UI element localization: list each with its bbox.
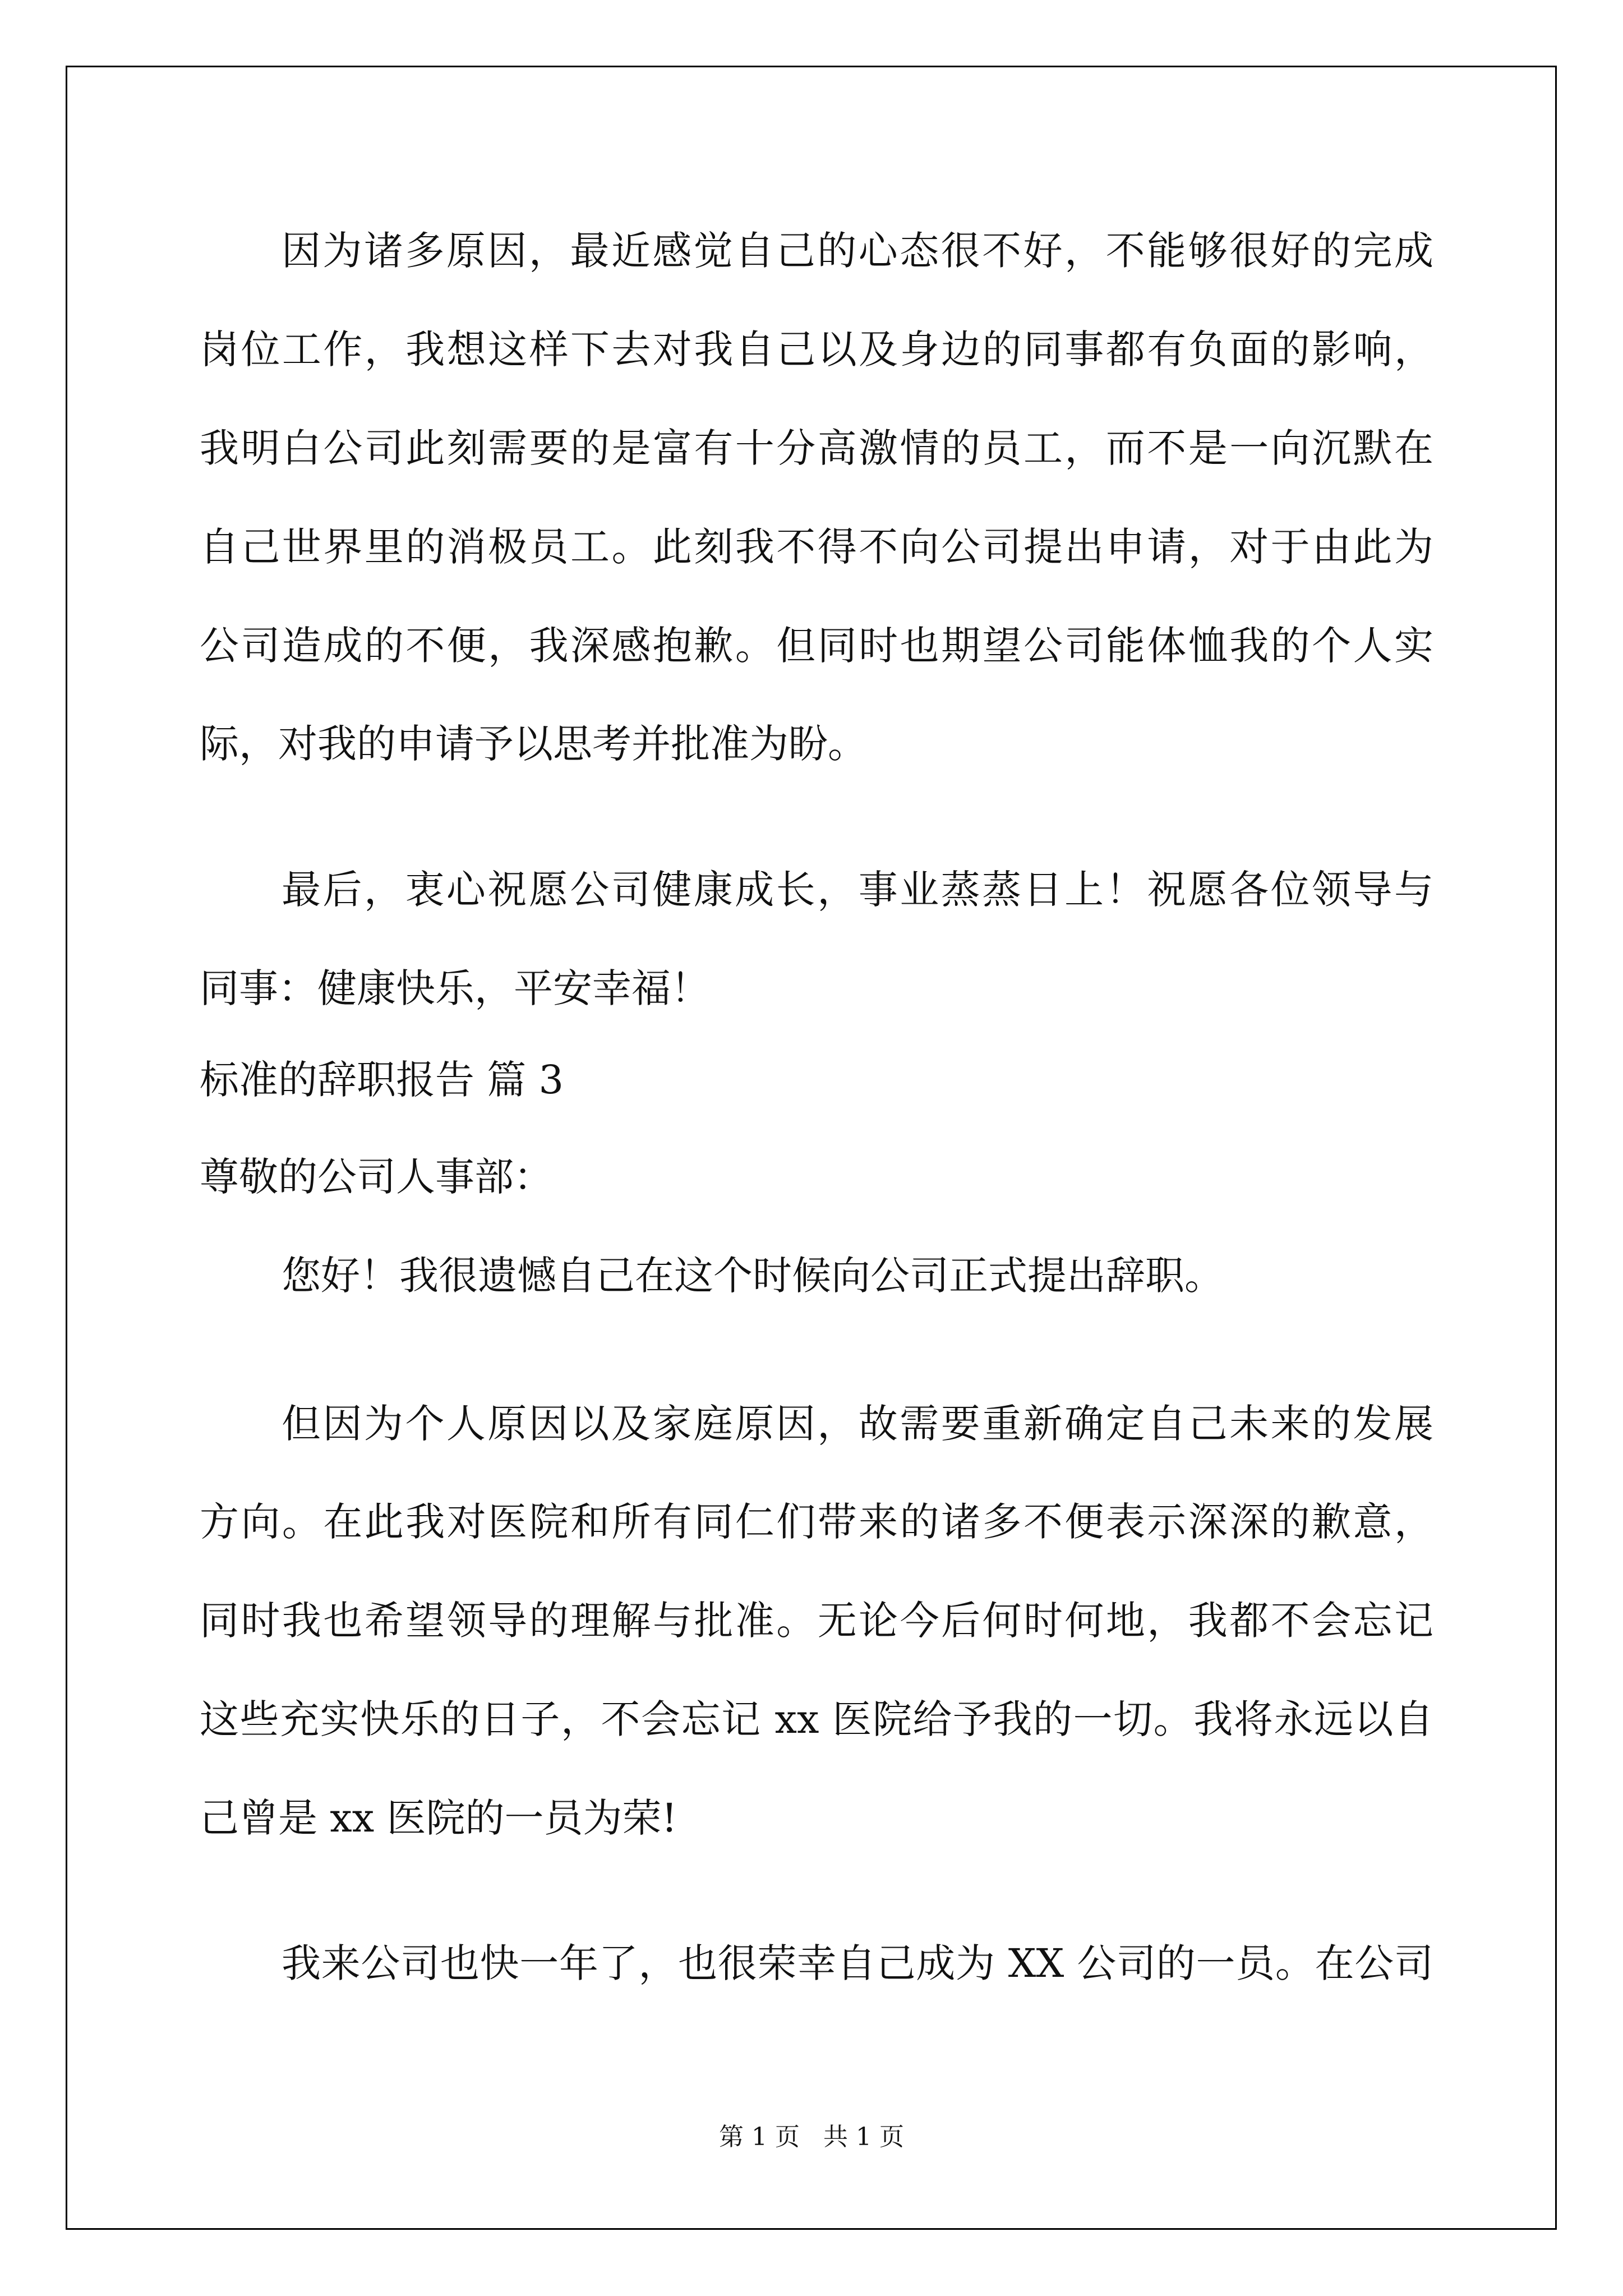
paragraph-3-line-2: 方向。在此我对医院和所有同仁们带来的诸多不便表示深深的歉意， — [200, 1499, 1433, 1545]
paragraph-1-line-1: 因为诸多原因，最近感觉自己的心态很不好，不能够很好的完成 — [282, 228, 1433, 274]
page-border — [66, 66, 1557, 2230]
paragraph-3-line-5: 己曾是 xx 医院的一员为荣! — [200, 1795, 677, 1841]
paragraph-1-line-4: 自己世界里的消极员工。此刻我不得不向公司提出申请，对于由此为 — [200, 524, 1433, 570]
page-number-footer: 第 1 页 共 1 页 — [719, 2123, 904, 2151]
paragraph-1-line-3: 我明白公司此刻需要的是富有十分高激情的员工，而不是一向沉默在 — [200, 425, 1433, 471]
paragraph-1-line-6: 际，对我的申请予以思考并批准为盼。 — [200, 721, 867, 767]
paragraph-3-line-3: 同时我也希望领导的理解与批准。无论今后何时何地，我都不会忘记 — [200, 1598, 1433, 1644]
paragraph-4-line-1: 我来公司也快一年了，也很荣幸自己成为 XX 公司的一员。在公司 — [282, 1940, 1433, 1986]
paragraph-3-line-4: 这些充实快乐的日子，不会忘记 xx 医院给予我的一切。我将永远以自 — [200, 1696, 1433, 1742]
paragraph-1-line-2: 岗位工作，我想这样下去对我自己以及身边的同事都有负面的影响， — [200, 326, 1433, 372]
paragraph-3-line-1: 但因为个人原因以及家庭原因，故需要重新确定自己未来的发展 — [282, 1401, 1433, 1447]
paragraph-2-line-2: 同事：健康快乐，平安幸福！ — [200, 965, 710, 1011]
salutation: 尊敬的公司人事部： — [200, 1154, 553, 1200]
greeting-paragraph: 您好！我很遗憾自己在这个时候向公司正式提出辞职。 — [282, 1253, 1224, 1299]
paragraph-2-line-1: 最后，衷心祝愿公司健康成长，事业蒸蒸日上！祝愿各位领导与 — [282, 867, 1433, 913]
section-heading: 标准的辞职报告 篇 3 — [200, 1057, 564, 1103]
paragraph-1-line-5: 公司造成的不便，我深感抱歉。但同时也期望公司能体恤我的个人实 — [200, 623, 1433, 669]
